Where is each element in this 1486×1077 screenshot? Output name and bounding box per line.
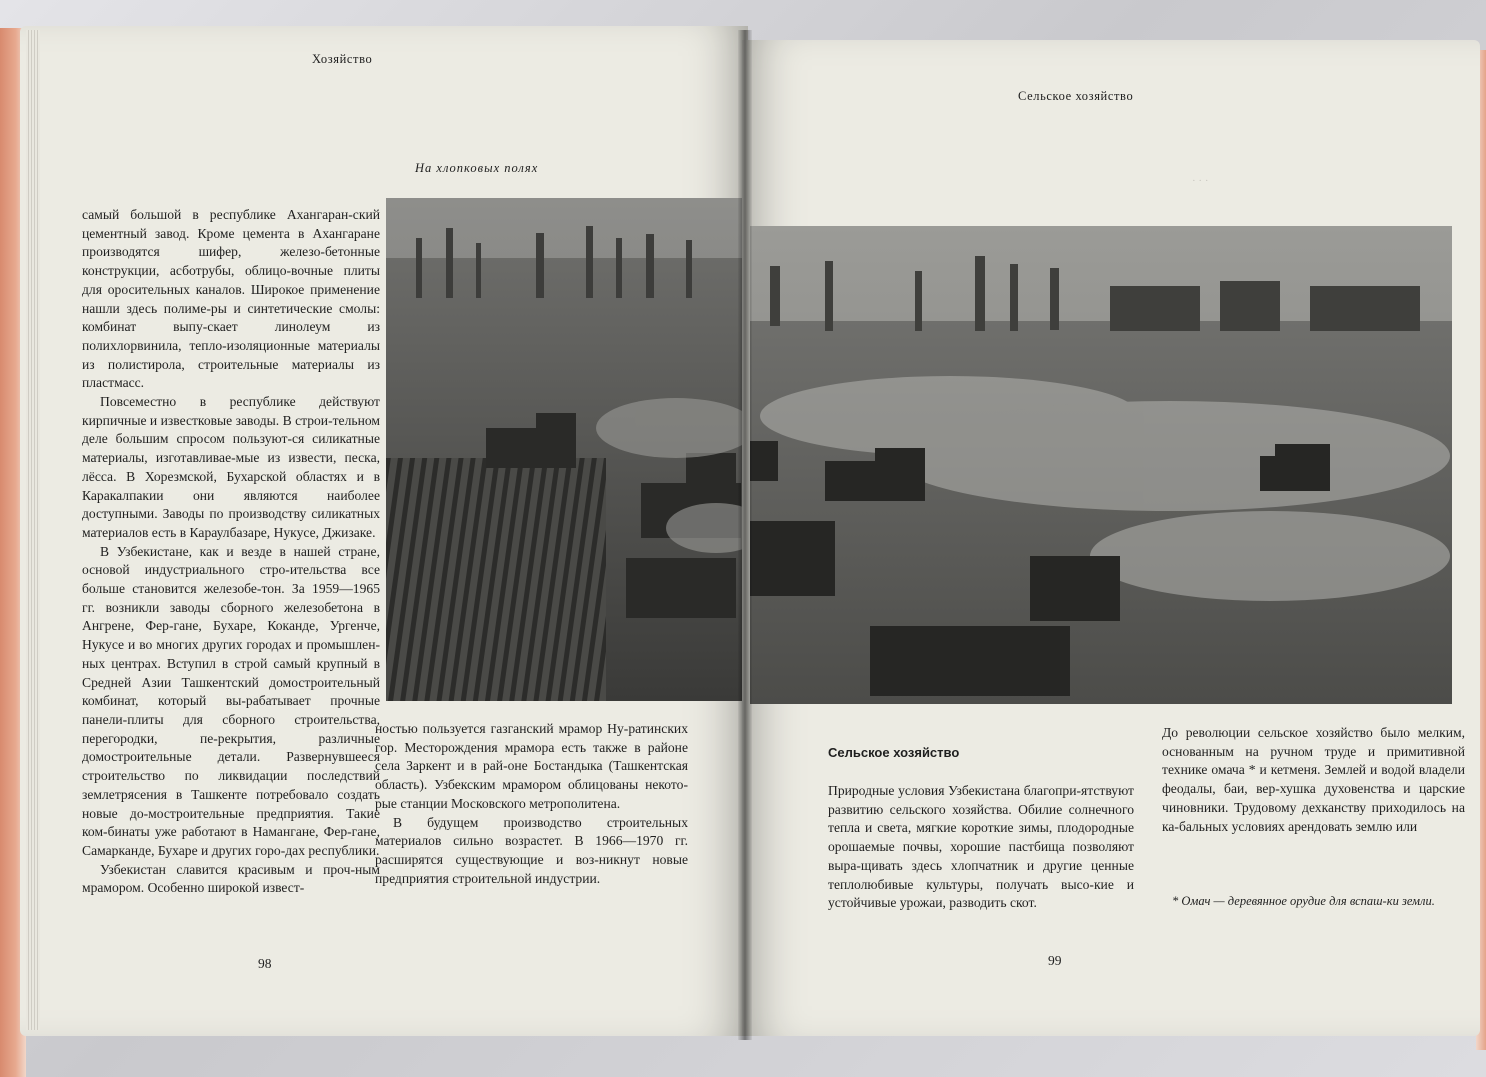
left-text-column-1 bbox=[82, 206, 380, 898]
running-head-left: Хозяйство bbox=[312, 52, 373, 66]
paragraph: В будущем производство строительных материалов сильно возрастет. В 1966—1970 гг. расширятся существующие и воз-никнут новые предприятия строительной индустрии. bbox=[375, 814, 688, 886]
paragraph: Узбекистан славится красивым и проч-ным мрамором. Особенно широкой извест- bbox=[82, 861, 380, 896]
page-number-left: 98 bbox=[258, 956, 272, 971]
right-text-column-1 bbox=[828, 782, 1134, 913]
harvest-photo-left bbox=[386, 198, 742, 701]
paragraph: Природные условия Узбекистана благопри-ятствуют развитию сельского хозяйства. Обилие солнечного тепла и света, мягкие короткие зимы, плодородные орошаемые почвы, хорошие пастбища позволяют выра-щивать здесь хлопчатник и другие ценные теплолюбивые культуры, получать высо-кие и устойчивые урожаи, разводить скот. bbox=[828, 783, 1134, 911]
paragraph: До революции сельское хозяйство было мелким, основанным на ручном труде и примитивной технике омача * и кетменя. Землей и водой владели феодалы, баи, вер-хушка духовенства и царские чиновники. Трудовому дехканству приходилось на ка-бальных условиях арендовать землю или bbox=[1162, 725, 1465, 834]
footnote: * Омач — деревянное орудие для вспаш-ки земли. bbox=[1172, 894, 1435, 908]
paragraph: ностью пользуется газганский мрамор Ну-ратинских гор. Месторождения мрамора есть также в районе села Заркент и в рай-оне Бостандыка (Ташкентская область). Узбекским мрамором облицованы некото-рые станции Московского метрополитена. bbox=[375, 721, 688, 811]
paragraph: Повсеместно в республике действуют кирпичные и известковые заводы. В строи-тельном деле большим спросом пользуют-ся силикатные материалы, изготавливае-мые из извести, песка, лёсса. В Хорезмской, Бухарской областях и в Каракалпакии они являются наиболее доступными. Заводы по производству силикатных материалов есть в Караулбазаре, Нукусе, Джизаке. bbox=[82, 394, 380, 540]
paragraph: В Узбекистане, как и везде в нашей стране, основой индустриального стро-ительства все больше становится железобе-тон. За 1959—1965 гг. возникли заводы сборного железобетона в Ангрене, Фер-гане, Бухаре, Коканде, Ургенче, Нукусе и во многих других городах и промышлен-ных центрах. Вступил в строй самый крупный в Средней Азии Ташкентский домостроительный комбинат, который вы-рабатывает прочные панели-плиты для сборного строительства, перегородки, пе-рекрытия, различные домостроительные детали. Развернувшееся строительство по ликвидации последствий землетрясения в Ташкенте потребовало создать новые до-мостроительные предприятия. Такие ком-бинаты уже работают в Намангане, Фер-гане, Самарканде, Бухаре и других горо-дах республики. bbox=[82, 543, 380, 858]
page-stack-edge bbox=[26, 30, 40, 1030]
harvest-photo-right bbox=[750, 226, 1452, 704]
page-number-right: 99 bbox=[1048, 953, 1062, 968]
left-text-column-2 bbox=[375, 720, 688, 888]
right-text-column-2 bbox=[1162, 724, 1465, 836]
photo-caption: На хлопковых полях bbox=[415, 161, 539, 175]
book-gutter-shadow bbox=[738, 30, 752, 1040]
paragraph: самый большой в республике Ахангаран-ский цементный завод. Кроме цемента в Ахангаране производятся шифер, железо-бетонные конструкции, асботрубы, облицо-вочные плиты для оросительных каналов. Широкое применение нашли здесь полиме-ры и синтетические смолы: комбинат выпу-скает линолеум из полихлорвинила, тепло-изоляционные материалы из полистирола, строительные материалы из пластмасс. bbox=[82, 207, 380, 391]
section-title: Сельское хозяйство bbox=[828, 745, 960, 760]
running-head-right: Сельское хозяйство bbox=[1018, 89, 1134, 103]
bleed-through-text: · · · bbox=[1192, 175, 1209, 187]
